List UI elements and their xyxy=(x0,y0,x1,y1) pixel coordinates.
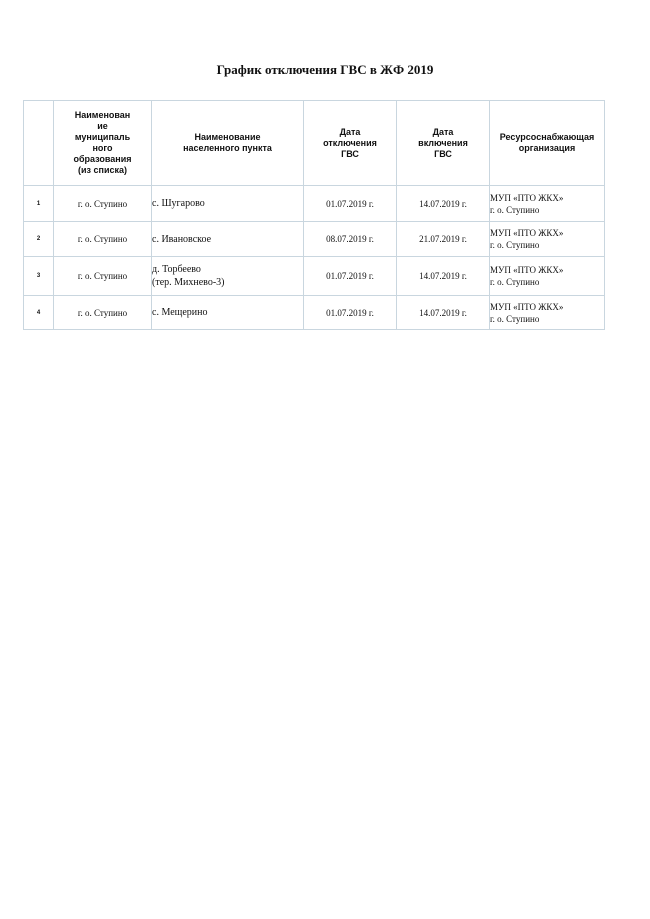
row-number: 3 xyxy=(24,257,54,296)
municipality-cell: г. о. Ступино xyxy=(54,296,152,330)
off-date-cell: 08.07.2019 г. xyxy=(304,222,397,257)
on-date-cell: 21.07.2019 г. xyxy=(397,222,490,257)
header-on-date-line: включения xyxy=(418,137,468,148)
header-municipality-line: Наименован xyxy=(74,110,131,120)
page-title: График отключения ГВС в ЖФ 2019 xyxy=(216,62,434,77)
organization-line: МУП «ПТО ЖКХ» xyxy=(490,301,564,312)
table-row xyxy=(24,296,605,330)
header-on-date xyxy=(397,101,490,186)
header-municipality xyxy=(54,101,152,186)
settlement-line: (тер. Михнево-3) xyxy=(152,277,225,288)
on-date-cell: 14.07.2019 г. xyxy=(397,296,490,330)
header-organization-line: организация xyxy=(518,143,576,153)
row-number: 2 xyxy=(24,222,54,257)
off-date-cell: 01.07.2019 г. xyxy=(304,186,397,222)
header-organization xyxy=(490,101,605,186)
header-municipality-line: образования xyxy=(73,154,132,164)
organization-line: МУП «ПТО ЖКХ» xyxy=(490,228,564,238)
settlement-line: с. Ивановское xyxy=(152,233,212,245)
header-on-date-line: Дата xyxy=(432,126,454,137)
settlement-cell xyxy=(152,186,304,222)
organization-line: г. о. Ступино xyxy=(490,240,540,250)
header-municipality-line: ие xyxy=(97,121,108,131)
settlement-cell xyxy=(152,222,304,257)
header-settlement-line: населенного пункта xyxy=(183,143,272,153)
row-number: 1 xyxy=(24,186,54,222)
organization-line: г. о. Ступино xyxy=(490,204,540,215)
municipality-cell: г. о. Ступино xyxy=(54,257,152,296)
table-row xyxy=(24,222,605,257)
header-organization-line: Ресурсоснабжающая xyxy=(499,132,595,142)
organization-line: МУП «ПТО ЖКХ» xyxy=(490,265,564,275)
municipality-cell: г. о. Ступино xyxy=(54,186,152,222)
header-row xyxy=(24,101,605,186)
header-off-date-line: Дата xyxy=(339,126,361,137)
header-settlement-line: Наименование xyxy=(194,132,261,142)
organization-cell xyxy=(490,186,605,222)
on-date-cell: 14.07.2019 г. xyxy=(397,257,490,296)
header-municipality-line: ного xyxy=(92,143,113,153)
municipality-cell: г. о. Ступино xyxy=(54,222,152,257)
organization-cell xyxy=(490,257,605,296)
header-off-date xyxy=(304,101,397,186)
organization-line: МУП «ПТО ЖКХ» xyxy=(490,192,564,203)
settlement-line: д. Торбеево xyxy=(152,264,201,275)
off-date-cell: 01.07.2019 г. xyxy=(304,257,397,296)
settlement-cell xyxy=(152,296,304,330)
settlement-line: с. Мещерино xyxy=(152,307,208,318)
table-row xyxy=(24,257,605,296)
header-off-date-line: отключения xyxy=(323,137,377,148)
off-date-cell: 01.07.2019 г. xyxy=(304,296,397,330)
organization-cell xyxy=(490,222,605,257)
header-settlement xyxy=(152,101,304,186)
header-municipality-line: (из списка) xyxy=(78,165,127,175)
settlement-line: с. Шугарово xyxy=(152,198,205,209)
row-number: 4 xyxy=(24,296,54,330)
organization-line: г. о. Ступино xyxy=(490,277,540,287)
header-on-date-line: ГВС xyxy=(434,148,452,159)
settlement-cell xyxy=(152,257,304,296)
schedule-table xyxy=(23,100,605,330)
organization-cell xyxy=(490,296,605,330)
on-date-cell: 14.07.2019 г. xyxy=(397,186,490,222)
organization-line: г. о. Ступино xyxy=(490,313,540,324)
header-off-date-line: ГВС xyxy=(341,148,359,159)
header-num xyxy=(24,101,54,186)
table-row xyxy=(24,186,605,222)
header-municipality-line: муниципаль xyxy=(74,132,131,142)
